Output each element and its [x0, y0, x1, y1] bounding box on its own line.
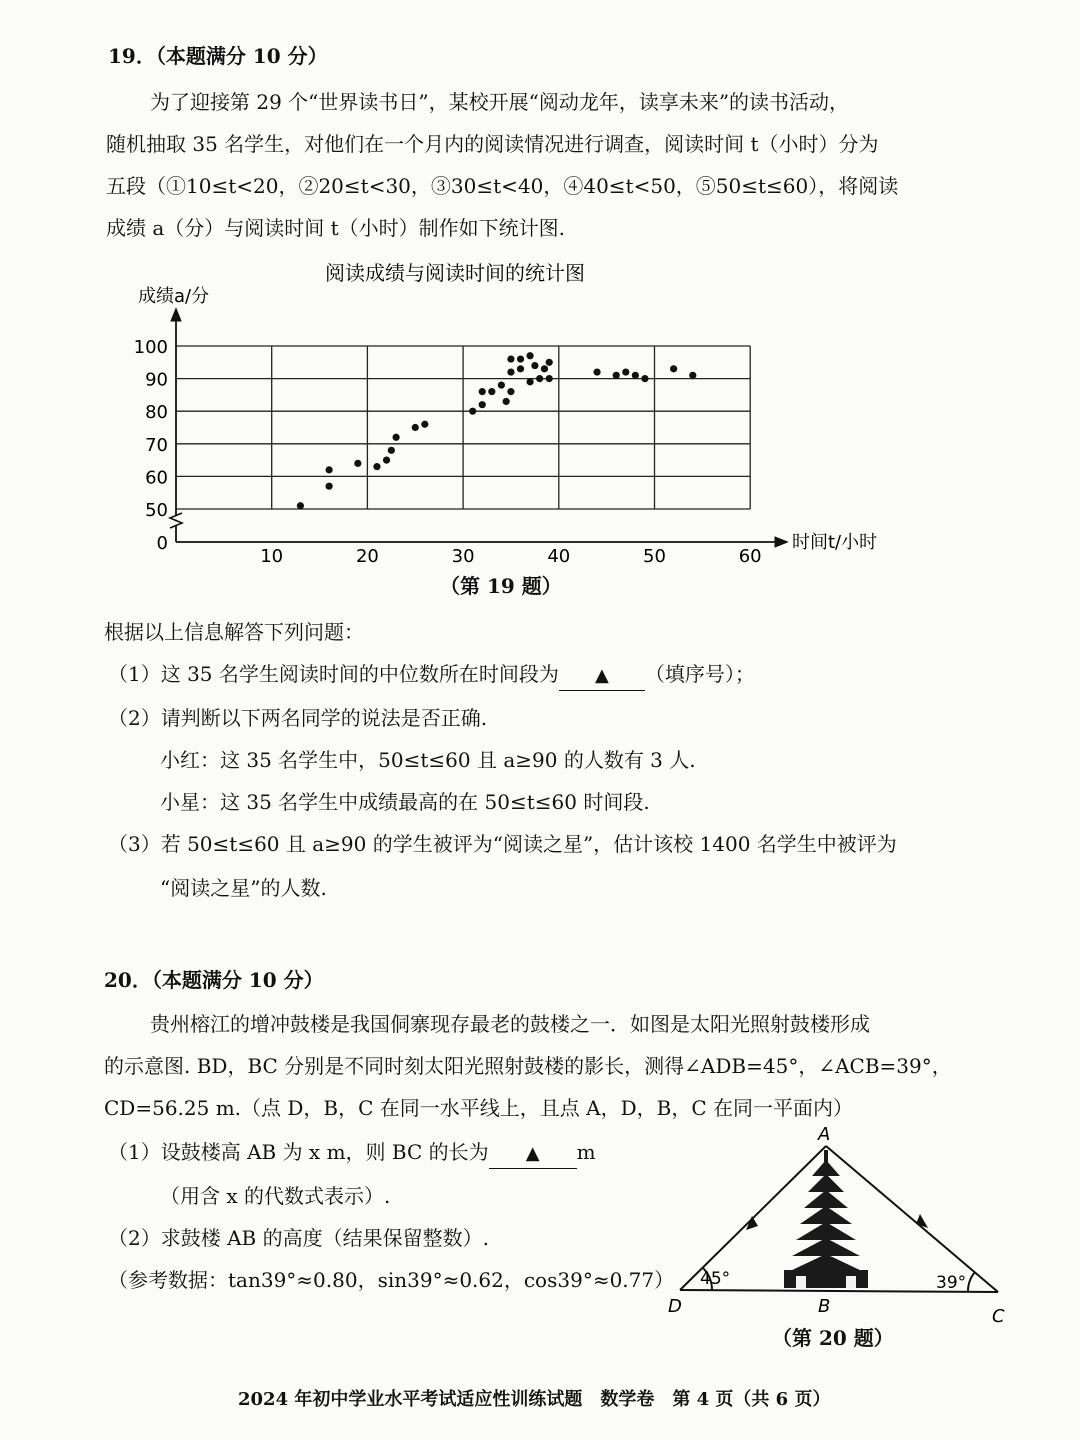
q20-part-1 [108, 1138, 596, 1169]
angle-d-label: 45° [700, 1269, 731, 1289]
q19-intro-line-4: 成绩 a（分）与阅读时间 t（小时）制作如下统计图. [106, 216, 566, 240]
data-point [388, 447, 395, 454]
data-point [670, 365, 677, 372]
page-footer: 2024 年初中学业水平考试适应性训练试题 数学卷 第 4 页（共 6 页） [238, 1389, 831, 1410]
q19-caption: （第 19 题） [440, 574, 562, 598]
x-tick-label: 60 [738, 546, 762, 567]
data-point [613, 372, 620, 379]
point-d-label: D [668, 1296, 682, 1317]
q20-part-1-text: （1）设鼓楼高 AB 为 x m，则 BC 的长为 [108, 1140, 489, 1164]
q19-part-1-answer-blank[interactable] [559, 660, 645, 691]
data-point [517, 365, 524, 372]
ray-arrow-ac [916, 1214, 928, 1228]
chart-title: 阅读成绩与阅读时间的统计图 [325, 261, 585, 285]
data-point [546, 359, 553, 366]
data-point [507, 368, 514, 375]
q19-intro-line-1: 为了迎接第 29 个“世界读书日”，某校开展“阅动龙年，读享未来”的读书活动， [150, 90, 850, 114]
y-tick-label: 100 [133, 337, 168, 358]
q20-part-2: （2）求鼓楼 AB 的高度（结果保留整数）. [108, 1226, 489, 1250]
y-axis-break [170, 513, 182, 528]
chart-ylabel: 成绩a/分 [138, 286, 210, 307]
y-tick-label: 50 [145, 500, 168, 521]
q20-part-1-unit: m [576, 1140, 596, 1164]
data-point [393, 434, 400, 441]
data-point [479, 388, 486, 395]
q19-xiaohong: 小红：这 35 名学生中，50≤t≤60 且 a≥90 的人数有 3 人. [160, 748, 696, 772]
q19-part-1-text: （1）这 35 名学生阅读时间的中位数所在时间段为 [108, 662, 559, 686]
data-point [526, 352, 533, 359]
q20-caption: （第 20 题） [772, 1326, 894, 1350]
chart-xlabel: 时间t/小时 [792, 532, 878, 553]
point-b-label: B [818, 1296, 831, 1317]
y-tick-label: 90 [145, 369, 168, 391]
data-point [469, 408, 476, 415]
x-tick-label: 50 [643, 546, 666, 567]
q19-part-2: （2）请判断以下两名同学的说法是否正确. [108, 706, 488, 730]
data-point [531, 362, 538, 369]
q20-reference-data: （参考数据：tan39°≈0.80，sin39°≈0.62，cos39°≈0.77） [108, 1268, 675, 1292]
data-point [517, 355, 524, 362]
q20-intro-line-2: 的示意图. BD，BC 分别是不同时刻太阳光照射鼓楼的影长，测得∠ADB=45°，∠ACB=39°， [104, 1054, 952, 1078]
q19-intro-line-3: 五段（①10≤t<20，②20≤t<30，③30≤t<40，④40≤t<50，⑤50≤t≤60），将阅读 [106, 174, 899, 198]
data-point [593, 368, 600, 375]
q19-prompt: 根据以上信息解答下列问题： [104, 620, 364, 644]
q20-intro-line-1: 贵州榕江的增冲鼓楼是我国侗寨现存最老的鼓楼之一．如图是太阳光照射鼓楼形成 [150, 1012, 870, 1036]
q19-intro-line-2: 随机抽取 35 名学生，对他们在一个月内的阅读情况进行调查，阅读时间 t（小时）分为 [106, 132, 879, 156]
q20-heading: 20．（本题满分 10 分） [104, 968, 324, 992]
data-point [689, 372, 696, 379]
x-tick-label: 10 [260, 546, 284, 567]
q19-part-3-line-1: （3）若 50≤t≤60 且 a≥90 的学生被评为“阅读之星”，估计该校 1400 名学生中被评为 [108, 832, 897, 856]
q19-xiaoxing: 小星：这 35 名学生中成绩最高的在 50≤t≤60 时间段. [160, 790, 650, 814]
data-point [479, 401, 486, 408]
angle-arc-c [968, 1272, 975, 1292]
data-point [326, 466, 333, 473]
data-point [373, 463, 380, 470]
q19-part-1 [108, 660, 755, 691]
data-point [354, 460, 361, 467]
data-point [507, 388, 514, 395]
q20-part-1-answer-blank[interactable] [489, 1138, 577, 1169]
x-tick-label: 40 [547, 546, 571, 567]
scatter-chart [0, 250, 1080, 600]
data-point [622, 368, 629, 375]
q19-heading: 19．（本题满分 10 分） [108, 44, 328, 68]
data-point [383, 457, 390, 464]
point-c-label: C [992, 1306, 1005, 1327]
q20-intro-line-3: CD=56.25 m.（点 D，B，C 在同一水平线上，且点 A，D，B，C 在同一平面内） [104, 1096, 853, 1120]
data-point [507, 355, 514, 362]
data-point [326, 483, 333, 490]
y-tick-label: 70 [145, 434, 168, 456]
y-tick-label: 60 [145, 467, 168, 489]
x-tick-label: 30 [451, 546, 475, 567]
point-a-label: A [818, 1124, 831, 1145]
data-point [526, 378, 533, 385]
data-point [421, 421, 428, 428]
q20-part-1-note: （用含 x 的代数式表示）. [160, 1184, 391, 1208]
q19-part-3-line-2: “阅读之星”的人数. [160, 876, 327, 900]
data-point [641, 375, 648, 382]
y-tick-label: 0 [156, 533, 168, 554]
q19-part-1-tail: （填序号）； [644, 662, 755, 686]
x-tick-label: 20 [355, 546, 379, 567]
drum-tower-figure [660, 1120, 1020, 1330]
data-point [412, 424, 419, 431]
data-point [536, 375, 543, 382]
data-point [297, 502, 304, 509]
answer-marker: ▲ [594, 665, 609, 686]
data-point [498, 382, 505, 389]
data-point [632, 372, 639, 379]
data-point [488, 388, 495, 395]
answer-marker: ▲ [525, 1143, 540, 1164]
y-tick-label: 80 [145, 402, 168, 424]
data-point [541, 365, 548, 372]
data-point [503, 398, 510, 405]
data-point [546, 375, 553, 382]
angle-c-label: 39° [936, 1273, 967, 1293]
